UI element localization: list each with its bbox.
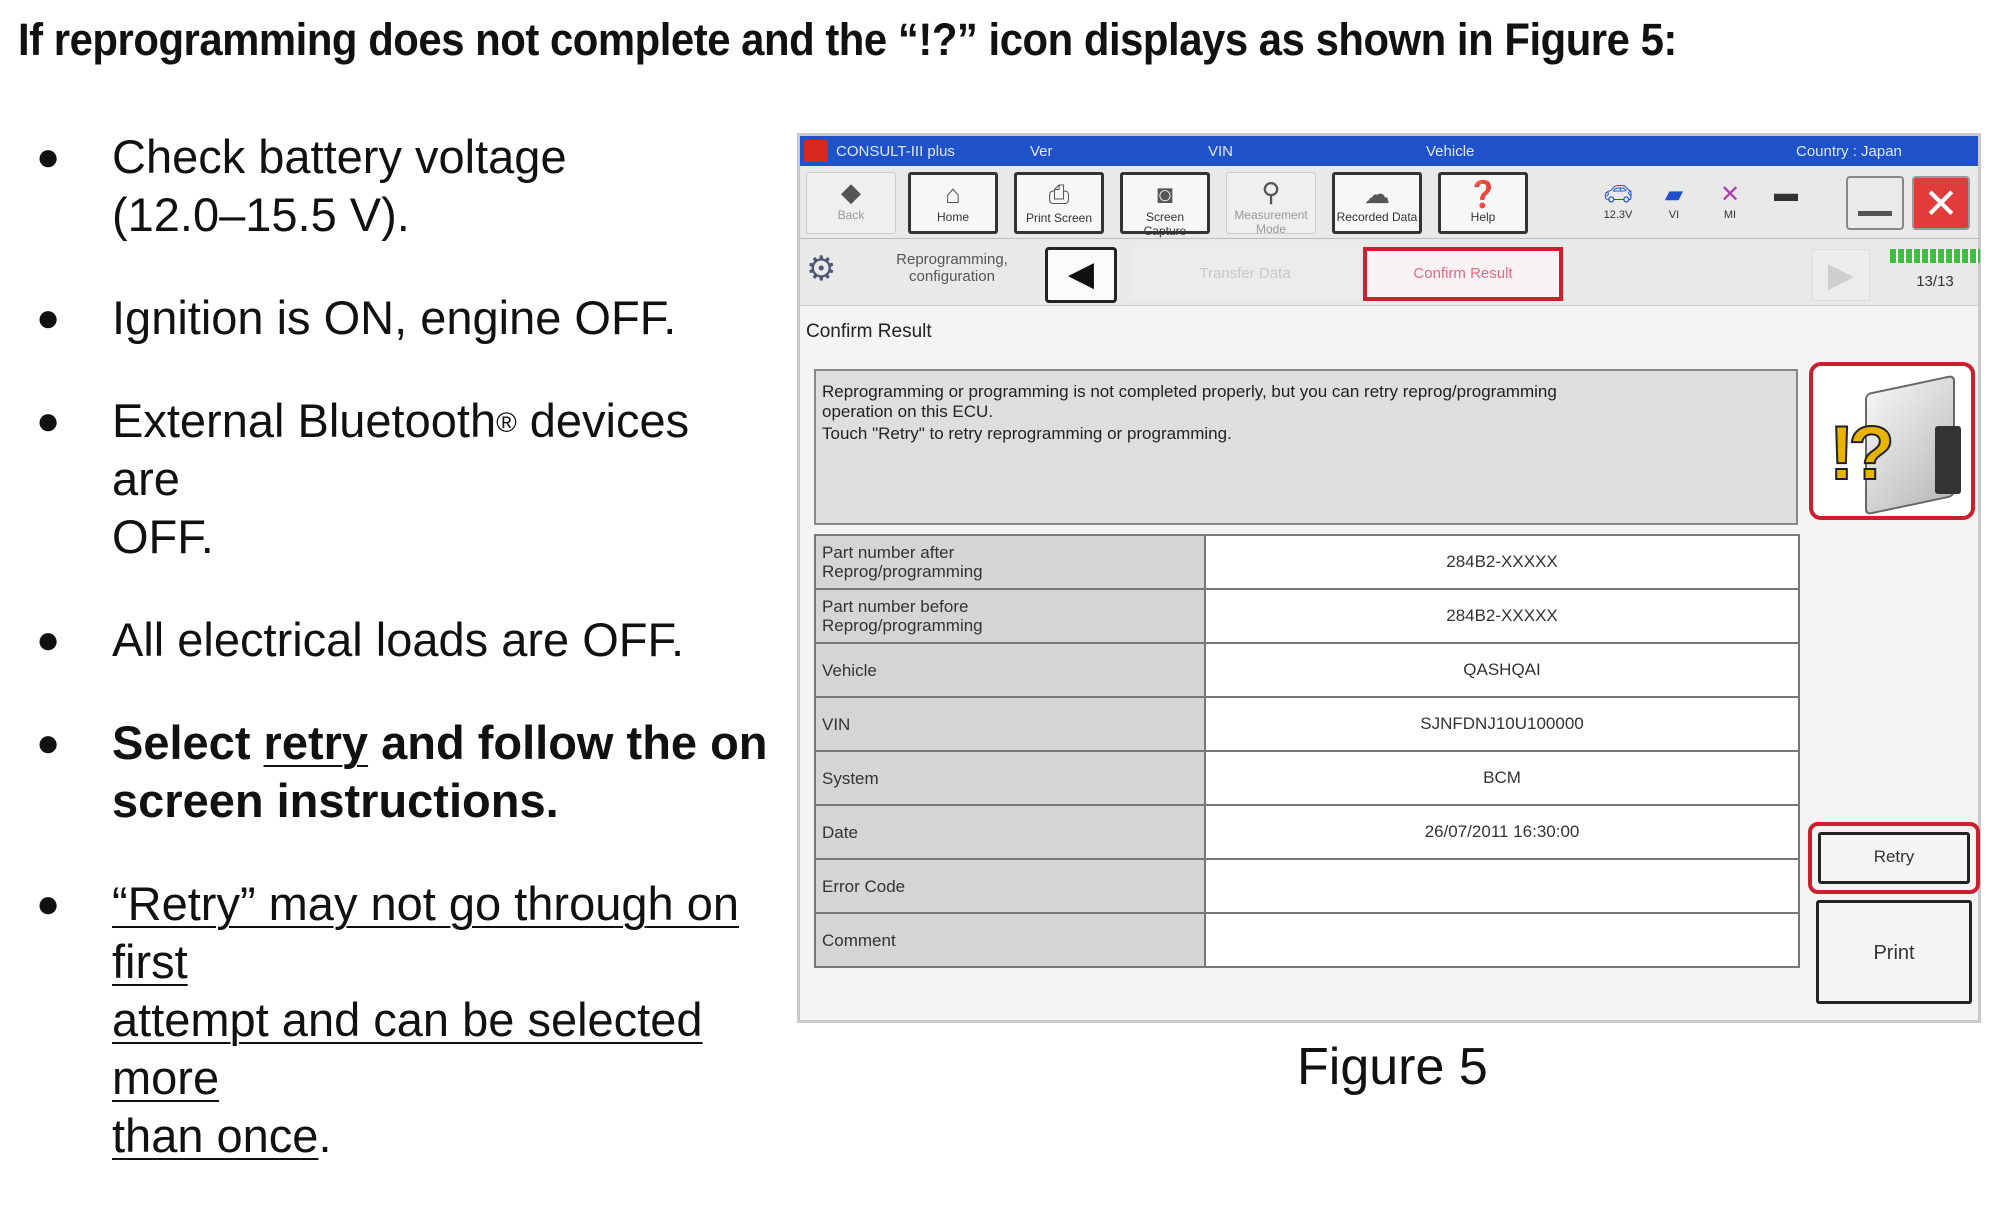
button-label: Help xyxy=(1470,210,1496,224)
row-label-text: VIN xyxy=(822,714,851,734)
bullet-text-underlined: than once xyxy=(112,1109,319,1162)
ecu-connector-icon xyxy=(1935,426,1961,494)
camera-icon: ◙ xyxy=(1157,179,1173,209)
mi-status xyxy=(1710,180,1750,221)
table-row xyxy=(815,643,1799,697)
retry-button[interactable]: Retry xyxy=(1818,832,1970,884)
list-item xyxy=(30,392,770,566)
car-icon: 🚗︎ xyxy=(1602,181,1634,208)
row-label xyxy=(815,589,1205,643)
row-value: QASHQAI xyxy=(1205,643,1799,697)
row-label xyxy=(815,535,1205,589)
print-button[interactable]: Print xyxy=(1816,900,1972,1004)
row-label-text: System xyxy=(822,768,879,788)
list-item xyxy=(30,289,770,347)
row-label xyxy=(815,805,1205,859)
page-counter: 13/13 xyxy=(1916,273,1954,290)
vi-status xyxy=(1654,180,1694,221)
close-button[interactable] xyxy=(1912,176,1970,230)
bullet-text: devices are xyxy=(112,394,690,505)
row-value: 284B2-XXXXX xyxy=(1205,589,1799,643)
vehicle-label: Vehicle xyxy=(1426,143,1475,160)
bullet-icon: ● xyxy=(36,135,61,179)
bullet-text: screen instructions. xyxy=(112,774,559,827)
message-line: operation on this ECU. xyxy=(822,402,994,421)
progress-bar xyxy=(1890,249,1980,263)
recorded-data-icon: ☁ xyxy=(1364,179,1390,209)
button-label: Recorded Data xyxy=(1336,210,1418,224)
instruction-list xyxy=(30,128,770,1210)
help-icon: ❓ xyxy=(1466,179,1500,209)
row-value: 284B2-XXXXX xyxy=(1205,535,1799,589)
button-label: Measurement Mode xyxy=(1234,208,1308,236)
result-table xyxy=(814,534,1800,968)
table-row xyxy=(815,535,1799,589)
message-line: Touch "Retry" to retry reprogramming or programming. xyxy=(822,424,1232,443)
step-transfer-data: Transfer Data xyxy=(1130,247,1360,301)
record-tag-icon: ▬ xyxy=(1774,180,1798,207)
breadcrumb-text: configuration xyxy=(909,268,995,285)
bullet-text: All electrical loads are OFF. xyxy=(112,613,685,666)
bullet-text-underlined: “Retry” may not go through on first xyxy=(112,877,739,988)
row-label-text: Part number before xyxy=(822,597,969,616)
home-icon: ⌂ xyxy=(945,179,961,209)
row-label xyxy=(815,859,1205,913)
reprogramming-icon: ⚙︎ xyxy=(806,250,837,288)
bullet-text: Ignition is ON, engine OFF. xyxy=(112,291,677,344)
bullet-icon: ● xyxy=(36,618,61,662)
retry-highlight xyxy=(1808,822,1980,894)
row-value: 26/07/2011 16:30:00 xyxy=(1205,805,1799,859)
mi-disconnected-icon: ✕ xyxy=(1719,181,1741,208)
breadcrumb-text: Reprogramming, xyxy=(896,251,1008,268)
table-row xyxy=(815,859,1799,913)
table-row xyxy=(815,697,1799,751)
row-label-text: Vehicle xyxy=(822,660,877,680)
minimize-icon xyxy=(1858,211,1892,216)
vi-connection-icon: ▰ xyxy=(1664,181,1684,208)
app-logo-icon xyxy=(804,140,828,162)
row-label xyxy=(815,751,1205,805)
recorded-data-button[interactable] xyxy=(1332,172,1422,234)
bullet-text: . xyxy=(318,1109,332,1162)
bullet-icon: ● xyxy=(36,882,61,926)
page-heading: If reprogramming does not complete and the “!?” icon displays as shown in Figure 5: xyxy=(18,14,1677,65)
version-label: Ver xyxy=(1030,143,1053,160)
back-toolbar-button[interactable] xyxy=(806,172,896,234)
row-label-text: Comment xyxy=(822,930,896,950)
registered-mark: ® xyxy=(496,407,517,438)
consult-screenshot xyxy=(797,133,1981,1023)
table-row xyxy=(815,751,1799,805)
row-value xyxy=(1205,913,1799,967)
row-value: BCM xyxy=(1205,751,1799,805)
breadcrumb xyxy=(882,251,1022,285)
bullet-text-underlined: attempt and can be selected more xyxy=(112,993,703,1104)
list-item xyxy=(30,611,770,669)
status-label: 12.3V xyxy=(1603,209,1633,221)
app-title: CONSULT-III plus xyxy=(836,143,955,160)
screen-capture-button[interactable] xyxy=(1120,172,1210,238)
row-label xyxy=(815,913,1205,967)
triangle-right-icon: ▶ xyxy=(1827,256,1855,294)
bullet-icon: ● xyxy=(36,296,61,340)
row-label-text: Error Code xyxy=(822,876,906,896)
status-label: VI xyxy=(1668,209,1680,221)
list-item xyxy=(30,128,770,244)
button-label: Back xyxy=(837,208,865,222)
home-button[interactable] xyxy=(908,172,998,234)
section-title: Confirm Result xyxy=(806,321,932,342)
row-label-text: Reprog/programming xyxy=(822,562,983,581)
figure-caption: Figure 5 xyxy=(1297,1038,1488,1096)
retry-warning-icon: !? xyxy=(1829,411,1889,496)
table-row xyxy=(815,913,1799,967)
previous-step-button[interactable] xyxy=(1045,247,1117,303)
list-item xyxy=(30,714,770,830)
bullet-text: (12.0–15.5 V). xyxy=(112,188,410,241)
message-box xyxy=(814,369,1798,525)
bullet-icon: ● xyxy=(36,721,61,765)
button-label: Home xyxy=(936,210,969,224)
button-label: Print Screen xyxy=(1025,211,1093,225)
navigation-row xyxy=(800,239,1978,306)
row-label-text: Part number after xyxy=(822,543,955,562)
row-value: SJNFDNJ10U100000 xyxy=(1205,697,1799,751)
list-item xyxy=(30,875,770,1165)
table-row xyxy=(815,589,1799,643)
print-screen-button[interactable] xyxy=(1014,172,1104,234)
status-label: MI xyxy=(1723,209,1737,221)
back-arrow-icon: ◆ xyxy=(841,177,861,207)
country-label: Country : Japan xyxy=(1796,143,1902,160)
battery-voltage-status xyxy=(1598,180,1638,221)
printer-icon: ⎙ xyxy=(1048,179,1070,209)
bullet-text: and follow the on xyxy=(368,716,768,769)
gauge-icon: ⚲ xyxy=(1261,177,1281,207)
row-label xyxy=(815,643,1205,697)
step-confirm-result: Confirm Result xyxy=(1363,247,1563,301)
bullet-icon: ● xyxy=(36,399,61,443)
next-step-button[interactable] xyxy=(1812,249,1870,301)
row-label xyxy=(815,697,1205,751)
toolbar xyxy=(800,166,1978,239)
row-label-text: Date xyxy=(822,822,858,842)
triangle-left-icon: ◀ xyxy=(1067,255,1095,293)
title-bar xyxy=(800,136,1978,166)
row-label-text: Reprog/programming xyxy=(822,616,983,635)
bullet-text: Select xyxy=(112,716,264,769)
record-status xyxy=(1766,180,1806,208)
button-label: Screen Capture xyxy=(1143,210,1187,238)
close-icon: ✕ xyxy=(1923,180,1959,227)
ecu-warning-panel xyxy=(1809,362,1975,520)
minimize-button[interactable] xyxy=(1846,176,1904,230)
help-button[interactable] xyxy=(1438,172,1528,234)
bullet-text: OFF. xyxy=(112,510,214,563)
message-line: Reprogramming or programming is not completed properly, but you can retry reprog/programming xyxy=(822,382,1557,401)
measurement-mode-button[interactable] xyxy=(1226,172,1316,234)
bullet-text-underlined: retry xyxy=(263,716,369,769)
row-value xyxy=(1205,859,1799,913)
table-row xyxy=(815,805,1799,859)
vin-label: VIN xyxy=(1208,143,1234,160)
bullet-text: Check battery voltage xyxy=(112,130,567,183)
bullet-text: External Bluetooth xyxy=(112,394,497,447)
